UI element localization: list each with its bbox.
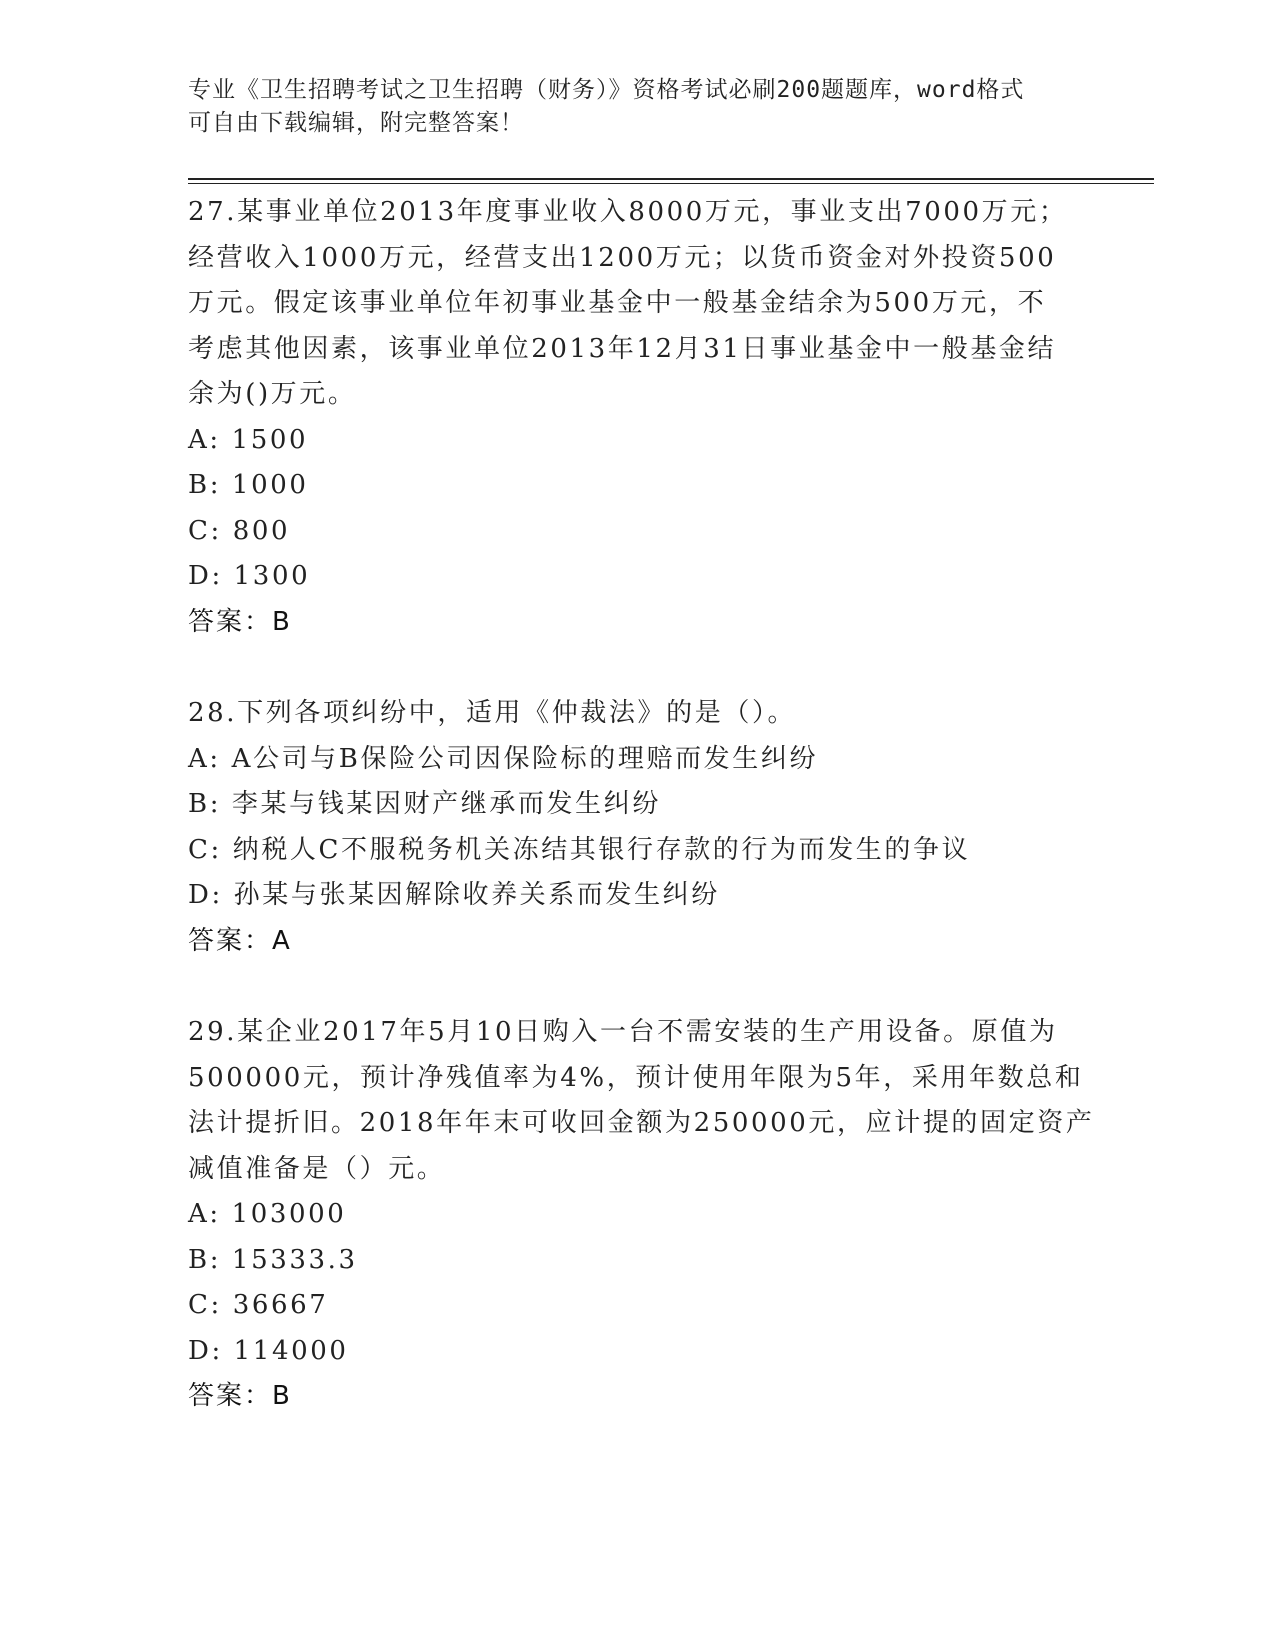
question-stem-line: 法计提折旧。2018年年末可收回金额为250000元，应计提的固定资产 — [188, 1108, 1095, 1138]
option-b: B: 15333.3 — [188, 1244, 358, 1275]
question-stem-line: 考虑其他因素，该事业单位2013年12月31日事业基金中一般基金结 — [188, 333, 1057, 364]
option-a: A: 1500 — [188, 424, 309, 455]
document-header — [188, 74, 1088, 140]
question-27 — [188, 190, 1088, 645]
question-28 — [188, 691, 1088, 964]
question-list — [188, 190, 1095, 1466]
question-29 — [188, 1010, 1095, 1420]
option-b: B: 1000 — [188, 470, 309, 500]
question-stem-line: 万元。假定该事业单位年初事业基金中一般基金结余为500万元，不 — [188, 288, 1047, 318]
option-c: C: 800 — [188, 515, 291, 546]
question-stem-line: 28.下列各项纠纷中，适用《仲裁法》的是（）。 — [188, 698, 797, 728]
option-d: D: 1300 — [188, 561, 311, 591]
header-divider-thin — [188, 183, 1154, 184]
option-b: B: 李某与钱某因财产继承而发生纠纷 — [188, 789, 661, 819]
question-stem-line: 经营收入1000万元，经营支出1200万元；以货币资金对外投资500 — [188, 242, 1057, 273]
option-d: D: 孙某与张某因解除收养关系而发生纠纷 — [188, 880, 720, 910]
answer-line: 答案：A — [188, 925, 292, 956]
question-stem-line: 余为()万元。 — [188, 379, 357, 409]
option-d: D: 114000 — [188, 1335, 349, 1366]
answer-line: 答案：B — [188, 606, 292, 637]
question-stem-line: 500000元，预计净残值率为4%，预计使用年限为5年，采用年数总和 — [188, 1062, 1084, 1093]
option-c: C: 36667 — [188, 1290, 329, 1320]
question-stem-line: 27.某事业单位2013年度事业收入8000万元，事业支出7000万元； — [188, 197, 1068, 227]
header-line: 专业《卫生招聘考试之卫生招聘（财务）》资格考试必刷200题题库，word格式 — [188, 77, 1025, 103]
option-c: C: 纳税人C不服税务机关冻结其银行存款的行为而发生的争议 — [188, 834, 971, 865]
question-stem-line: 29.某企业2017年5月10日购入一台不需安装的生产用设备。原值为 — [188, 1017, 1058, 1047]
header-line: 可自由下载编辑，附完整答案！ — [188, 110, 524, 136]
answer-line: 答案：B — [188, 1381, 292, 1411]
option-a: A: 103000 — [188, 1199, 347, 1229]
header-divider — [188, 178, 1154, 180]
question-stem-line: 减值准备是（）元。 — [188, 1153, 446, 1184]
option-a: A: A公司与B保险公司因保险标的理赔而发生纠纷 — [188, 743, 819, 774]
